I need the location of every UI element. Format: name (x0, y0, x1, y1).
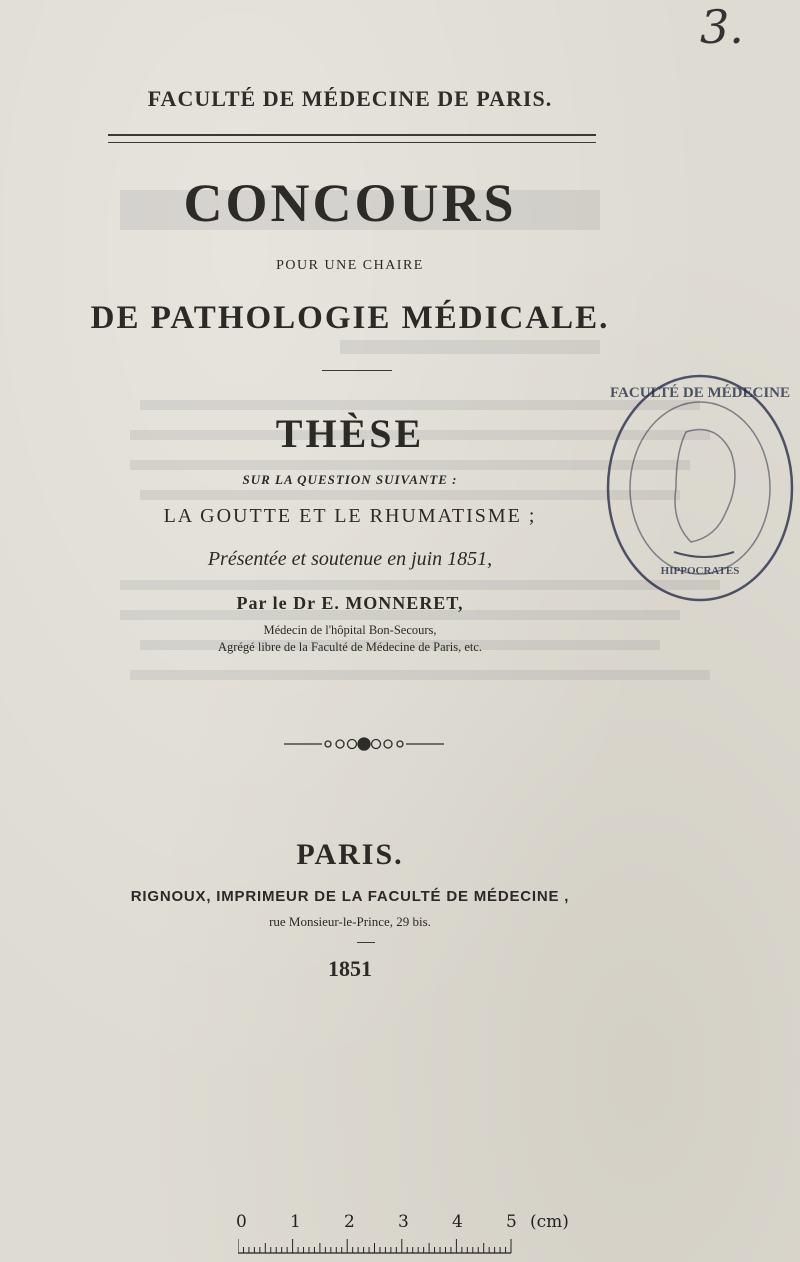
library-stamp (596, 362, 800, 612)
subtitle: POUR UNE CHAIRE (276, 258, 424, 273)
thesis-heading: THÈSE (275, 411, 425, 456)
presentation-date: Présentée et soutenue en juin 1851, (207, 548, 493, 570)
author-line: Par le Dr E. MONNERET, (236, 593, 464, 613)
scale-ruler (230, 1212, 590, 1254)
scale-label-3: 3 (398, 1212, 409, 1232)
ornament-divider (284, 734, 444, 754)
scale-label-5: 5 (506, 1212, 517, 1232)
thesis-question: LA GOUTTE ET LE RHUMATISME ; (163, 505, 537, 527)
imprint-printer: RIGNOUX, IMPRIMEUR DE LA FACULTÉ DE MÉDECINE , (130, 888, 570, 905)
tiny-rule-divider (357, 942, 375, 943)
imprint-address: rue Monsieur-le-Prince, 29 bis. (269, 914, 431, 929)
page-number: 3. (700, 0, 744, 54)
scale-label-1: 1 (290, 1212, 301, 1232)
stamp-lower-text: HIPPOCRATES (660, 565, 740, 577)
stamp-text: FACULTÉ DE MÉDECINE (609, 385, 791, 401)
faculty-header: FACULTÉ DE MÉDECINE DE PARIS. (147, 86, 553, 111)
short-rule-divider (322, 370, 392, 371)
scale-label-4: 4 (452, 1212, 463, 1232)
scale-unit: (cm) (530, 1212, 569, 1232)
imprint-city: PARIS. (296, 838, 404, 871)
author-title-2: Agrégé libre de la Faculté de Médecine de Paris, etc. (217, 640, 483, 654)
imprint-year: 1851 (328, 956, 372, 981)
scale-ticks (238, 1234, 518, 1254)
double-rule-divider (108, 134, 596, 143)
author-title-1: Médecin de l'hôpital Bon-Secours, (263, 623, 437, 637)
field-title: DE PATHOLOGIE MÉDICALE. (90, 300, 610, 336)
question-intro: SUR LA QUESTION SUIVANTE : (242, 472, 458, 487)
main-title: CONCOURS (183, 173, 517, 233)
scale-label-0: 0 (236, 1212, 247, 1232)
scale-label-2: 2 (344, 1212, 355, 1232)
